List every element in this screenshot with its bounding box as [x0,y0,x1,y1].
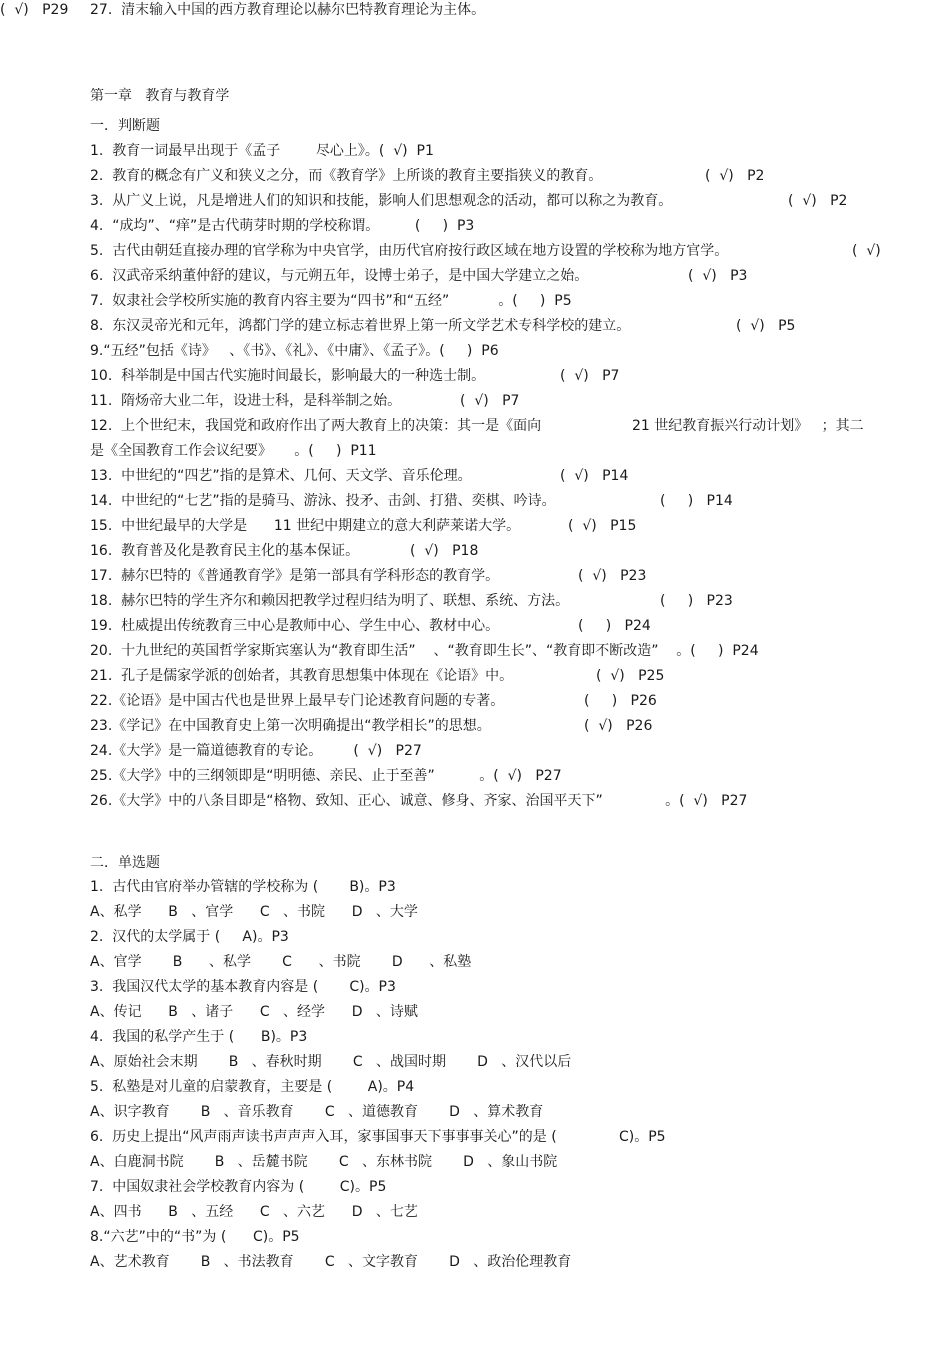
question-item-text: 11. 隋炀帝大业二年，设进士科，是科举制之始。 [90,393,402,409]
question-item [0,766,950,786]
question-item [0,641,950,661]
question-item-text: 6. 汉武帝采纳董仲舒的建议，与元朔五年，设博士弟子，是中国大学建立之始。 [90,268,589,284]
question-item-text: 21. 孔子是儒家学派的创始者，其教育思想集中体现在《论语》中。 [90,668,514,684]
question-item [0,616,950,636]
question-item-text: 27. 清末输入中国的西方教育理论以赫尔巴特教育理论为主体。 [90,2,486,18]
answer-mark: ( ) P26 [584,693,657,709]
choice-options-text: A、识字教育 B 、音乐教育 C 、道德教育 D 、算术教育 [90,1104,544,1120]
question-item-text: 12. 上个世纪末，我国党和政府作出了两大教育上的决策：其一是《面向 [90,418,542,434]
question-item [0,241,950,261]
answer-mark: ( √) P3 [688,268,748,284]
answer-mark: ( √) P2 [788,193,848,209]
question-item [0,366,950,386]
question-item-text: 1. 古代由官府举办管辖的学校称为 ( B)。P3 [90,879,396,895]
question-item-text: 23.《学记》在中国教育史上第一次明确提出“教学相长”的思想。 [90,718,491,734]
answer-mark: ( √) P14 [560,468,629,484]
section-title-text: 一．判断题 [90,118,160,134]
question-item [0,691,950,711]
question-item [0,441,950,461]
choice-options-text: A、原始社会末期 B 、春秋时期 C 、战国时期 D 、汉代以后 [90,1054,572,1070]
question-item [0,391,950,411]
question-item [0,1177,950,1197]
question-item-text: 2. 教育的概念有广义和狭义之分，而《教育学》上所谈的教育主要指狭义的教育。 [90,168,603,184]
question-item-text: 17. 赫尔巴特的《普通教育学》是第一部具有学科形态的教育学。 [90,568,500,584]
question-item-text: 1. 教育一词最早出现于《孟子 尽心上》。( √) P1 [90,143,434,159]
question-item-text: 15. 中世纪最早的大学是 11 世纪中期建立的意大利萨莱诺大学。 [90,518,521,534]
choice-options [0,902,950,922]
question-item-text: 20. 十九世纪的英国哲学家斯宾塞认为“教育即生活” 、“教育即生长”、“教育即不断改造” 。( ) P24 [90,643,759,659]
question-item [0,416,950,436]
choice-options [0,1052,950,1072]
question-item [0,0,950,20]
question-item-text: 22.《论语》是中国古代也是世界上最早专门论述教育问题的专著。 [90,693,505,709]
question-item [0,877,950,897]
question-item [0,1127,950,1147]
choice-options-text: A、艺术教育 B 、书法教育 C 、文字教育 D 、政治伦理教育 [90,1254,572,1270]
choice-options-text: A、私学 B 、官学 C 、书院 D 、大学 [90,904,418,920]
question-item [0,191,950,211]
choice-options [0,1252,950,1272]
choice-options-text: A、四书 B 、五经 C 、六艺 D 、七艺 [90,1204,418,1220]
answer-mark: ( √) P7 [460,393,520,409]
choice-options [0,952,950,972]
question-item-text: 25.《大学》中的三纲领即是“明明德、亲民、止于至善” 。( √) P27 [90,768,562,784]
question-item-text: 6. 历史上提出“风声雨声读书声声声入耳，家事国事天下事事事关心”的是 ( C)。P5 [90,1129,666,1145]
question-item-text: 8. 东汉灵帝光和元年，鸿都门学的建立标志着世界上第一所文学艺术专科学校的建立。 [90,318,631,334]
question-item-text: 19. 杜威提出传统教育三中心是教师中心、学生中心、教材中心。 [90,618,500,634]
question-item-text: 7. 中国奴隶社会学校教育内容为 ( C)。P5 [90,1179,387,1195]
question-item [0,666,950,686]
question-item-text: 3. 从广义上说，凡是增进人们的知识和技能，影响人们思想观念的活动，都可以称之为教育。 [90,193,673,209]
question-item-text: 14. 中世纪的“七艺”指的是骑马、游泳、投矛、击剑、打猎、奕棋、吟诗。 [90,493,556,509]
question-item [0,591,950,611]
answer-mark: ( ) P23 [660,593,733,609]
answer-mark: ( √) P15 [568,518,637,534]
question-item [0,741,950,761]
question-item-text: 5. 古代由朝廷直接办理的官学称为中央官学，由历代官府按行政区域在地方设置的学校称为地方官学。 [90,243,729,259]
choice-options-text: A、白鹿洞书院 B 、岳麓书院 C 、东林书院 D 、象山书院 [90,1154,558,1170]
question-item [0,516,950,536]
answer-mark: ( √) P25 [596,668,665,684]
question-item-text: 24.《大学》是一篇道德教育的专论。 ( √) P27 [90,743,422,759]
answer-mark: ( √) P23 [578,568,647,584]
question-item [0,1227,950,1247]
question-item [0,977,950,997]
section-title [0,116,950,136]
question-item-text: 16. 教育普及化是教育民主化的基本保证。 [90,543,360,559]
choice-options [0,1202,950,1222]
answer-mark: ( √) P18 [410,543,479,559]
question-item-text: 9.“五经”包括《诗》 、《书》、《礼》、《中庸》、《孟子》。( ) P6 [90,343,499,359]
section-title [0,853,950,873]
question-item [0,216,950,236]
question-item [0,716,950,736]
answer-mark: ( √) [852,243,881,259]
choice-options [0,1152,950,1172]
question-item [0,266,950,286]
question-item [0,141,950,161]
choice-options-text: A、官学 B 、私学 C 、书院 D 、私塾 [90,954,472,970]
question-item [0,566,950,586]
question-item-text: 是《全国教育工作会议纪要》 。( ) P11 [90,443,377,459]
question-item-text: 7. 奴隶社会学校所实施的教育内容主要为“四书”和“五经” 。( ) P5 [90,293,572,309]
question-item [0,927,950,947]
question-item [0,1027,950,1047]
answer-mark: ( ) P14 [660,493,733,509]
answer-mark: ( √) P7 [560,368,620,384]
section-title-text: 二．单选题 [90,855,160,871]
answer-mark: ( √) P5 [736,318,796,334]
question-item [0,291,950,311]
question-item [0,166,950,186]
answer-mark: ( √) P29 [0,2,69,18]
question-item [0,316,950,336]
chapter-title: 第一章 教育与教育学 [90,88,230,104]
question-item-text: 5. 私塾是对儿童的启蒙教育，主要是 ( A)。P4 [90,1079,415,1095]
question-item-text: 3. 我国汉代太学的基本教育内容是 ( C)。P3 [90,979,396,995]
question-item [0,491,950,511]
question-item-text: 10. 科举制是中国古代实施时间最长，影响最大的一种选士制。 [90,368,486,384]
question-item [0,791,950,811]
answer-mark: ( ) P24 [578,618,651,634]
question-item-text: 18. 赫尔巴特的学生齐尔和赖因把教学过程归结为明了、联想、系统、方法。 [90,593,570,609]
answer-mark: ( √) P2 [705,168,765,184]
question-item-text: 13. 中世纪的“四艺”指的是算术、几何、天文学、音乐伦理。 [90,468,472,484]
choice-options-text: A、传记 B 、诸子 C 、经学 D 、诗赋 [90,1004,418,1020]
question-item [0,541,950,561]
question-item-text: 4. 我国的私学产生于 ( B)。P3 [90,1029,308,1045]
question-item-text: 8.“六艺”中的“书”为 ( C)。P5 [90,1229,300,1245]
question-item-text: 2. 汉代的太学属于 ( A)。P3 [90,929,289,945]
question-item-text: 26.《大学》中的八条目即是“格物、致知、正心、诚意、修身、齐家、治国平天下” 。( √) P27 [90,793,748,809]
question-item-text: 4. “成均”、“痒”是古代萌芽时期的学校称谓。 ( ) P3 [90,218,475,234]
question-continuation: 21 世纪教育振兴行动计划》 ；其二 [632,418,864,434]
choice-options [0,1102,950,1122]
choice-options [0,1002,950,1022]
question-item [0,1077,950,1097]
question-item [0,466,950,486]
answer-mark: ( √) P26 [584,718,653,734]
question-item [0,341,950,361]
